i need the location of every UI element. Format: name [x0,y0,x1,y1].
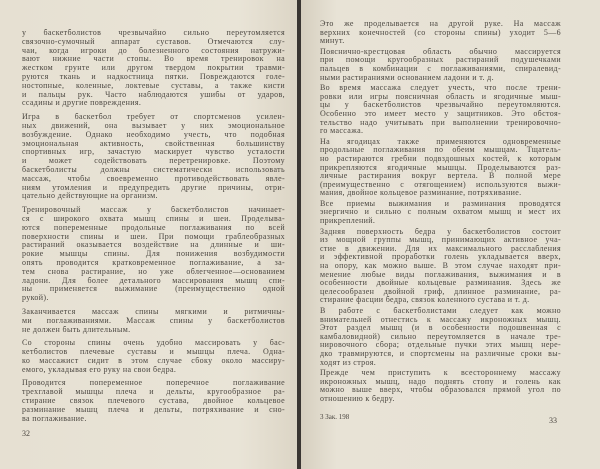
text-line: Задняя поверхность бедра у баскетболистов состоит [320,227,561,236]
text-line: Прежде чем приступить к всестороннему массажу [320,369,561,378]
text-line: кетболистов плечевые суставы и мышцы плеча. Одна- [22,348,285,357]
text-line: стирание фасции бедра, связок коленного сустава и т. д. [320,296,530,305]
text-line: эмоциональная активность, свойственная большинству [22,139,285,148]
text-line: массаж, чтобы своевременно противодействовать явле- [22,174,285,183]
text-line: можно выше вверх, чтобы образовался прямой угол по [320,386,561,395]
text-line: вают нижние части стопы. Во время тренировок на [22,55,285,64]
text-line: личные растирания вокруг вертела. В полной мере [320,172,561,181]
text-line: менение любые виды поглаживания, выжимания и в [320,270,561,279]
text-line: тем снова растирание, но уже облегченное—основанием [22,267,285,276]
text-line: энергично и сильно с полным охватом мышц и мест их [320,208,561,217]
text-line: пальцев в комбинации с поглаживаниями, спиралевид- [320,64,561,73]
text-line: дко травмируются, и спортсмены на различные сроки вы- [320,349,561,358]
paragraph [22,308,285,334]
paragraph [22,206,285,303]
text-line: минут. [320,37,345,46]
text-line: целесообразен двойной гриф, длинное разминание, ра- [320,287,561,296]
text-line: (преимущественно с отягощением) используются выжи- [320,180,561,189]
text-line: Заканчивается массаж спины мягкими и ритмичны- [22,307,285,316]
text-line: ходят из строя. [320,358,377,367]
page-number-left: 32 [22,429,30,438]
text-line: не должен быть длительным. [22,325,131,334]
text-line: ностопные, коленные, локтевые суставы, а также кисти [22,81,285,90]
text-line: стирание связок плечевого сустава, двойное кольцевое [22,397,285,406]
text-line: тельство надо учитывать при выполнении тренировочно- [320,118,561,127]
text-line: жестком грунте или другом твердом покрытии травми- [22,64,285,73]
text-line: го массажа. [320,127,364,136]
text-line: ко массажист сидит в этом случае сбоку около массиру- [22,356,285,365]
text-line: нировочного сбора; отдельные пучки этих мышц нере- [320,341,561,350]
text-line: икроножных мышц, надо поднять стопу и голень как [320,377,561,386]
text-line: отношению к бедру. [320,394,395,403]
text-line: ми поглаживаниями. Массаж спины у баскетболистов [22,316,285,325]
text-line: верхних конечностей (со стороны спины) уходит 5—6 [320,28,561,37]
text-line: камбаловидной) сильно переутомляется в начале тре- [320,332,561,341]
text-line: и пальцы рук. Часто наблюдаются ушибы от ударов, [22,90,285,99]
text-line: мания, двойное кольцевое разминание, потряхивание. [320,189,522,198]
left-page [0,0,298,469]
text-line: На ягодицах также применяются одновременные [320,137,561,146]
page-number-right: 33 [549,416,557,425]
text-line: Во время массажа следует учесть, что после трени- [320,84,561,93]
text-line: и может содействовать перетренировке. Поэтому [22,157,285,166]
text-line: из мощной группы мышц, принимающих активное уча- [320,236,561,245]
text-line: чаи, когда игроки до болезненного состояния натружи- [22,46,285,55]
text-line: стие в движении. Для их максимального расслабления [320,244,561,253]
text-line: ссадины и другие повреждения. [22,99,142,108]
text-line: при помощи кругообразных растираний подушечками [320,56,561,65]
text-line: внимательней отнестись к массажу икроножных мышц. [320,315,561,324]
text-line: ных движений, она вызывает у них эмоциональное [22,121,285,130]
text-line: Тренировочный массаж у баскетболистов начинает- [22,206,285,215]
text-line: продольные поглаживания по обеим мышцам. Тщатель- [320,146,561,155]
text-line: ва поглаживание. [22,414,87,423]
text-line: ниям утомления и предупредить другие причины, отри- [22,183,285,192]
text-line: емого, укладывая его руку на свои бедра. [22,365,177,374]
paragraph [320,48,561,82]
text-line: разминание мышц плеча и дельты, потряхивание и сно- [22,405,285,414]
paragraph [22,339,285,374]
text-line: связочно-сумочный аппарат суставов. Отмечаются слу- [22,37,285,46]
text-line: ровки или игры поясничная область и ягодичные мыш- [320,92,561,101]
text-line: опять проводится кратковременное поглаживание, а за- [22,258,285,267]
text-line: растираний оказывается воздействие на длинные и ши- [22,241,285,250]
paragraph [320,84,561,136]
text-line: Со стороны спины очень удобно массировать у бас- [22,339,285,348]
text-line: баскетболисты должны систематически использовать [22,165,285,174]
text-line: трехглавой мышцы плеча и дельты, кругообразное ра- [22,388,285,397]
text-line: прикреплений. [320,217,376,226]
printer-signature: 3 Зак. 198 [320,413,350,421]
paragraph [320,20,561,46]
text-line: Пояснично-крестцовая область обычно массируется [320,47,561,56]
text-line: у баскетболистов чрезвычайно сильно переутомляется [22,29,285,37]
text-line: но растираются гребни подвздошных костей, к которым [320,154,561,163]
text-line: ся с широкого охвата мышц спины и шеи. Проделыва- [22,214,285,223]
text-line: ными растираниями основанием ладони и т. д. [320,73,494,82]
text-line: ны применяется выжимание (преимущественно одной [22,285,285,294]
text-line: прикрепляются ягодичные мышцы. Проделываются раз- [320,163,561,172]
paragraph [22,379,285,423]
text-line: на опору, как можно выше. В этом случае находят при- [320,262,561,271]
paragraph [320,307,561,367]
text-line: руются ткань и надкостница пятки. Повреждаются голе- [22,72,285,81]
text-line: цательно действующие на организм. [22,192,158,201]
text-line: Проводится попеременное поперечное поглаживание [22,379,285,388]
text-line: Игра в баскетбол требует от спортсменов усилен- [22,113,285,122]
text-line: особенности двойные кольцевые разминания. Здесь же [320,279,561,288]
text-line: цы у баскетболистов чрезвычайно переутомляются. [320,101,561,110]
text-line: ладони. Для более детального массирования мышц спи- [22,276,285,285]
text-line: и эффективной проработки голень укладывается вверх, [320,253,561,262]
text-line: спортивных игр, зачастую маскирует чувство усталости [22,148,285,157]
text-line: рукой). [22,294,49,303]
paragraph [320,228,561,305]
paragraph [22,29,285,108]
paragraph [320,369,561,403]
text-line: рокие мышцы спины. Для понижения возбудимости [22,250,285,259]
right-page-text [320,20,561,406]
right-page [301,0,600,469]
paragraph [320,200,561,226]
text-line: ются попеременные продольные поглаживания по всей [22,223,285,232]
text-line: поверхности спины и шеи. При помощи граблеобразных [22,232,285,241]
paragraph [22,113,285,201]
left-page-text [22,29,285,428]
text-line: В работе с баскетболистами следует как можно [320,307,561,315]
text-line: Все приемы выжимания и разминания проводятся [320,199,561,208]
paragraph [320,138,561,198]
text-line: Этот раздел мышц (и в особенности подошвенная с [320,324,561,333]
text-line: Особенно это имеет место у защитников. Это обстоя- [320,109,561,118]
text-line: возбуждение. Однако необходимо учесть, что подобная [22,130,285,139]
text-line: Это же проделывается на другой руке. На массаж [320,20,561,28]
